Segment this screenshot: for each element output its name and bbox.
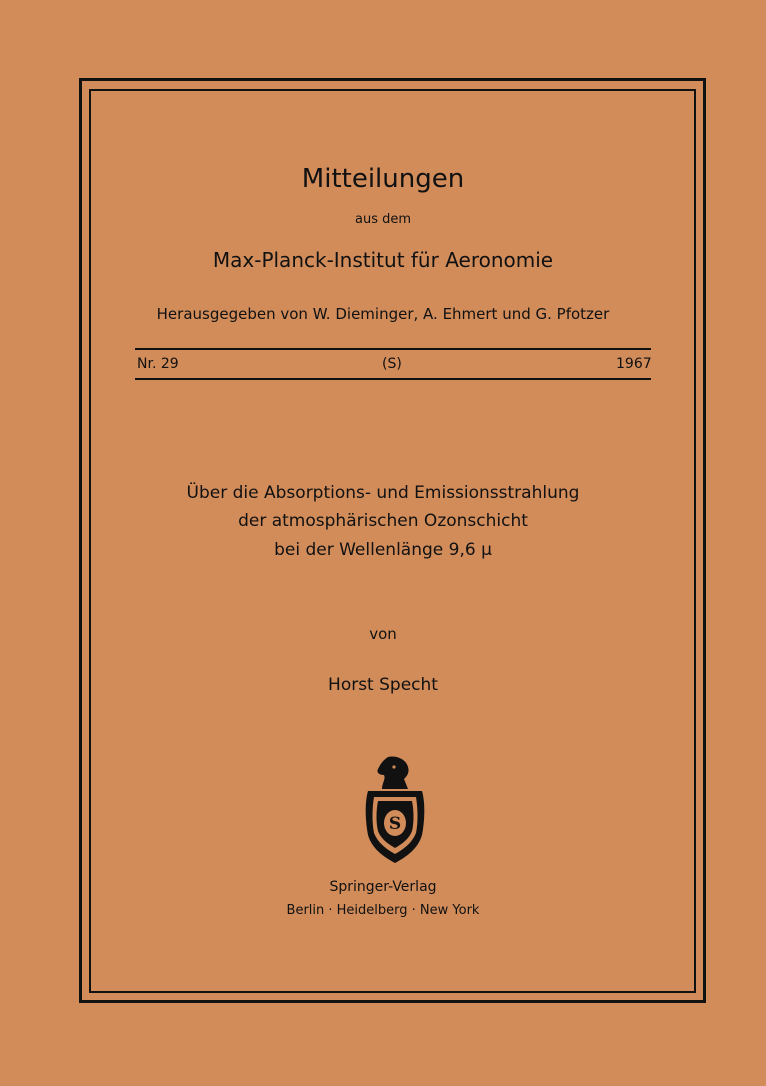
work-title-line3: bei der Wellenlänge 9,6 μ	[274, 540, 492, 560]
publisher-name: Springer-Verlag	[329, 879, 437, 895]
issue-year: 1967	[616, 356, 652, 372]
editors-line: Herausgegeben von W. Dieminger, A. Ehmert und G. Pfotzer	[156, 305, 610, 323]
series-subtitle: aus dem	[354, 212, 412, 227]
springer-knight-icon	[360, 755, 430, 867]
author-name: Horst Specht	[328, 675, 438, 695]
issue-section: (S)	[382, 356, 402, 372]
work-title-line2: der atmosphärischen Ozonschicht	[238, 511, 528, 531]
series-title: Mitteilungen	[301, 164, 465, 194]
by-label: von	[369, 625, 397, 643]
institute-name: Max-Planck-Institut für Aeronomie	[212, 248, 554, 272]
rule-bottom	[135, 378, 651, 380]
svg-text:S: S	[388, 814, 402, 834]
rule-top	[135, 348, 651, 350]
work-title-line1: Über die Absorptions- und Emissionsstrahlung	[186, 483, 580, 503]
issue-number: Nr. 29	[137, 356, 179, 372]
publisher-cities: Berlin · Heidelberg · New York	[286, 903, 480, 918]
